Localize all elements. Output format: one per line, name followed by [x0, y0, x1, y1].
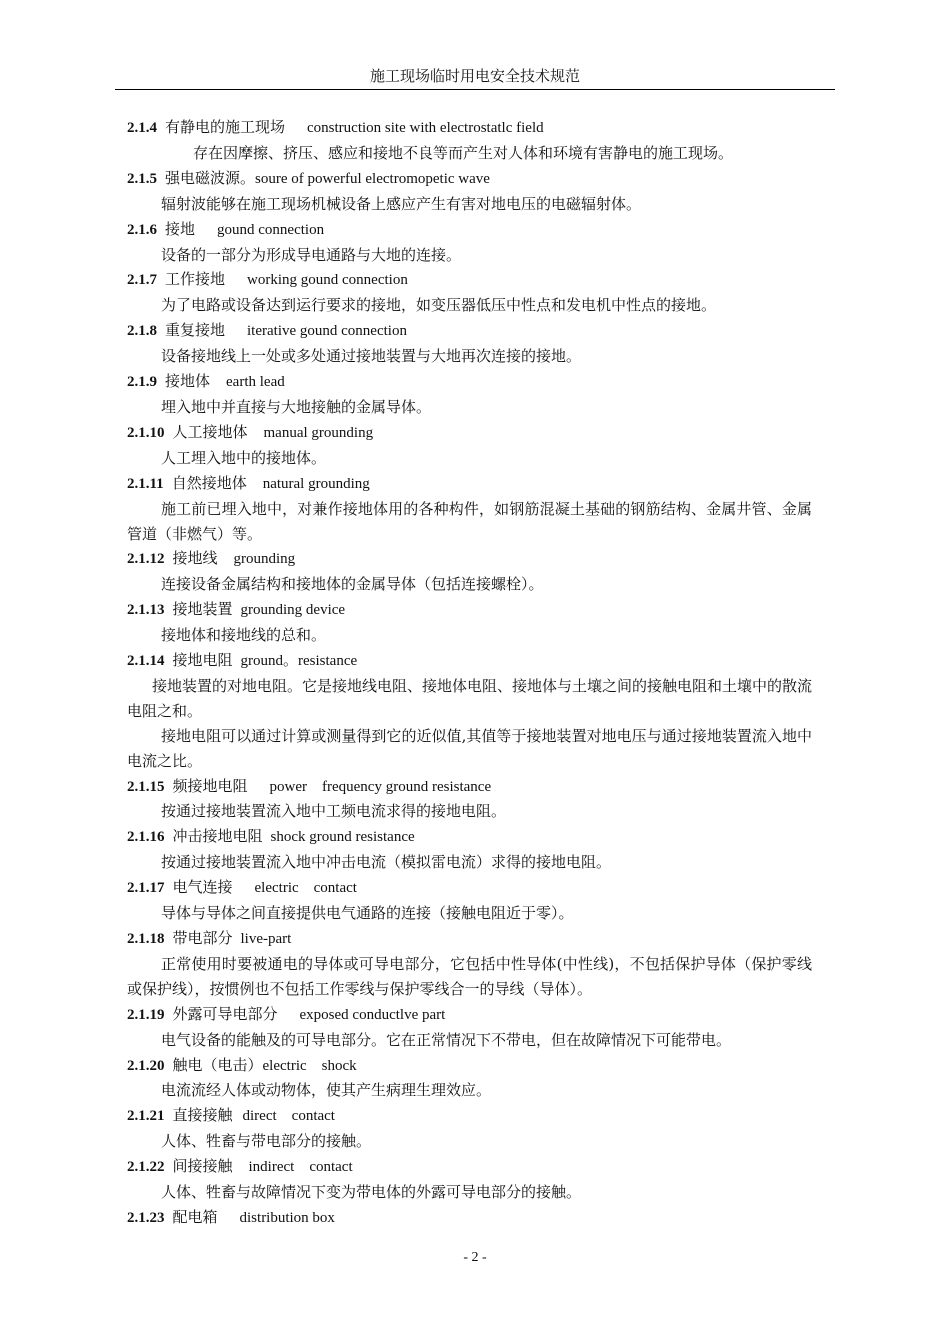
term-number: 2.1.14: [127, 653, 165, 670]
term-number: 2.1.20: [127, 1057, 165, 1074]
term-english: iterative gound connection: [247, 323, 407, 340]
term-heading: [127, 318, 812, 344]
term-definition: 为了电路或设备达到运行要求的接地，如变压器低压中性点和发电机中性点的接地。: [161, 296, 717, 315]
term-definition: 设备的一部分为形成导电通路与大地的连接。: [161, 245, 462, 264]
term-number: 2.1.15: [127, 778, 165, 795]
term-heading: [127, 648, 812, 674]
term-number: 2.1.11: [127, 475, 164, 492]
term-number: 2.1.12: [127, 551, 165, 568]
term-number: 2.1.21: [127, 1108, 165, 1125]
term-chinese: 强电磁波源。: [165, 168, 256, 187]
term-heading: [127, 166, 812, 192]
term-english: natural grounding: [262, 475, 370, 492]
term-definition: 按通过接地装置流入地中工频电流求得的接地电阻。: [161, 802, 507, 821]
term-english: manual grounding: [263, 424, 374, 441]
term-english: electric shock: [262, 1057, 357, 1074]
term-chinese: 带电部分: [172, 929, 233, 947]
term-heading: [127, 115, 812, 141]
term-english: ground。resistance: [240, 653, 358, 670]
term-heading: [127, 597, 812, 623]
term-heading: [127, 1154, 812, 1180]
term-heading: [127, 1002, 812, 1028]
term-chinese: 频接地电阻: [172, 776, 248, 795]
term-chinese: 工作接地: [165, 270, 226, 289]
term-number: 2.1.19: [127, 1006, 165, 1023]
term-chinese: 自然接地体: [171, 473, 247, 492]
term-number: 2.1.7: [127, 272, 157, 289]
term-definition: 辐射波能够在施工现场机械设备上感应产生有害对地电压的电磁辐射体。: [161, 194, 642, 213]
term-heading: [127, 824, 812, 850]
header-rule: [115, 89, 835, 90]
document-body: [127, 115, 812, 1231]
term-number: 2.1.18: [127, 931, 165, 947]
term-english: exposed conductlve part: [299, 1006, 446, 1023]
term-chinese: 触电（电击）: [172, 1055, 263, 1074]
term-heading: [127, 267, 812, 293]
term-chinese: 接地装置: [172, 600, 233, 619]
term-number: 2.1.8: [127, 323, 157, 340]
term-heading: [127, 875, 812, 901]
term-number: 2.1.6: [127, 221, 157, 238]
term-chinese: 外露可导电部分: [172, 1004, 278, 1023]
term-chinese: 接地线: [172, 549, 218, 568]
term-english: power frequency ground resistance: [269, 778, 492, 795]
term-english: construction site with electrostatlc field: [307, 120, 544, 136]
term-heading: [127, 1205, 812, 1231]
term-english: electric contact: [254, 880, 357, 897]
term-heading: [127, 546, 812, 572]
term-heading: [127, 1053, 812, 1079]
term-chinese: 直接接触: [172, 1106, 233, 1125]
term-definition: 人体、牲畜与带电部分的接触。: [161, 1132, 372, 1151]
page-number: - 2 -: [463, 1250, 487, 1265]
term-definition: 接地装置的对地电阻。它是接地线电阻、接地体电阻、接地体与土壤之间的接触电阻和土壤中的散流电阻之和。: [127, 676, 813, 720]
term-english: indirect contact: [248, 1159, 353, 1176]
term-definition: 人工埋入地中的接地体。: [161, 448, 327, 467]
term-heading: [127, 926, 812, 952]
term-definition-continued: 接地电阻可以通过计算或测量得到它的近似值,其值等于接地装置对地电压与通过接地装置流入地中电流之比。: [127, 726, 812, 770]
term-number: 2.1.22: [127, 1159, 165, 1176]
term-definition: 导体与导体之间直接提供电气通路的连接（接触电阻近于零）。: [161, 904, 574, 923]
term-definition: 施工前已埋入地中，对兼作接地体用的各种构件，如钢筋混凝土基础的钢筋结构、金属井管、金属管道（非燃气）等。: [127, 499, 812, 543]
term-english: grounding device: [240, 602, 346, 619]
term-definition: 接地体和接地线的总和。: [161, 626, 327, 645]
term-definition: 按通过接地装置流入地中冲击电流（模拟雷电流）求得的接地电阻。: [161, 853, 612, 872]
term-english: grounding: [233, 551, 296, 568]
term-number: 2.1.9: [127, 374, 157, 391]
term-heading: [127, 1103, 812, 1129]
term-definition: 电气设备的能触及的可导电部分。它在正常情况下不带电，但在故障情况下可能带电。: [161, 1030, 732, 1049]
term-english: working gound connection: [247, 272, 408, 289]
term-chinese: 间接接触: [172, 1157, 233, 1176]
term-chinese: 接地电阻: [172, 651, 233, 670]
term-chinese: 接地: [165, 219, 196, 238]
term-definition: 存在因摩擦、挤压、感应和接地不良等而产生对人体和环境有害静电的施工现场。: [193, 143, 734, 162]
term-chinese: 人工接地体: [172, 422, 248, 441]
term-chinese: 配电箱: [172, 1207, 218, 1226]
term-number: 2.1.17: [127, 880, 165, 897]
term-english: earth lead: [226, 374, 285, 391]
term-heading: [127, 774, 812, 800]
term-chinese: 电气连接: [172, 878, 233, 897]
term-definition: 电流流经人体或动物体，使其产生病理生理效应。: [161, 1081, 492, 1100]
term-english: distribution box: [239, 1209, 335, 1226]
term-english: gound connection: [217, 221, 325, 238]
term-definition: 人体、牲畜与故障情况下变为带电体的外露可导电部分的接触。: [161, 1183, 582, 1202]
term-number: 2.1.4: [127, 120, 157, 136]
term-definition: 连接设备金属结构和接地体的金属导体（包括连接螺栓）。: [161, 575, 544, 594]
term-chinese: 接地体: [165, 372, 211, 391]
term-number: 2.1.5: [127, 170, 157, 187]
term-heading: [127, 217, 812, 243]
term-definition: 埋入地中并直接与大地接触的金属导体。: [161, 397, 432, 416]
term-english: shock ground resistance: [270, 829, 415, 846]
term-number: 2.1.10: [127, 424, 165, 441]
term-heading: [127, 420, 812, 446]
term-number: 2.1.16: [127, 829, 165, 846]
term-english: direct contact: [242, 1108, 335, 1125]
term-definition: 正常使用时要被通电的导体或可导电部分，它包括中性导体(中性线)，不包括保护导体（保护零线或保护线），按惯例也不包括工作零线与保护零线合一的导线（导体）。: [127, 954, 812, 998]
term-definition: 设备接地线上一处或多处通过接地装置与大地再次连接的接地。: [161, 347, 582, 366]
term-number: 2.1.13: [127, 602, 165, 619]
page-header-title: 施工现场临时用电安全技术规范: [369, 67, 580, 85]
term-chinese: 重复接地: [165, 321, 226, 340]
term-chinese: 有静电的施工现场: [165, 118, 286, 136]
term-heading: [127, 471, 812, 497]
term-heading: [127, 369, 812, 395]
term-english: live-part: [240, 931, 292, 947]
term-number: 2.1.23: [127, 1209, 165, 1226]
term-english: soure of powerful electromopetic wave: [255, 170, 490, 187]
term-chinese: 冲击接地电阻: [172, 827, 263, 846]
